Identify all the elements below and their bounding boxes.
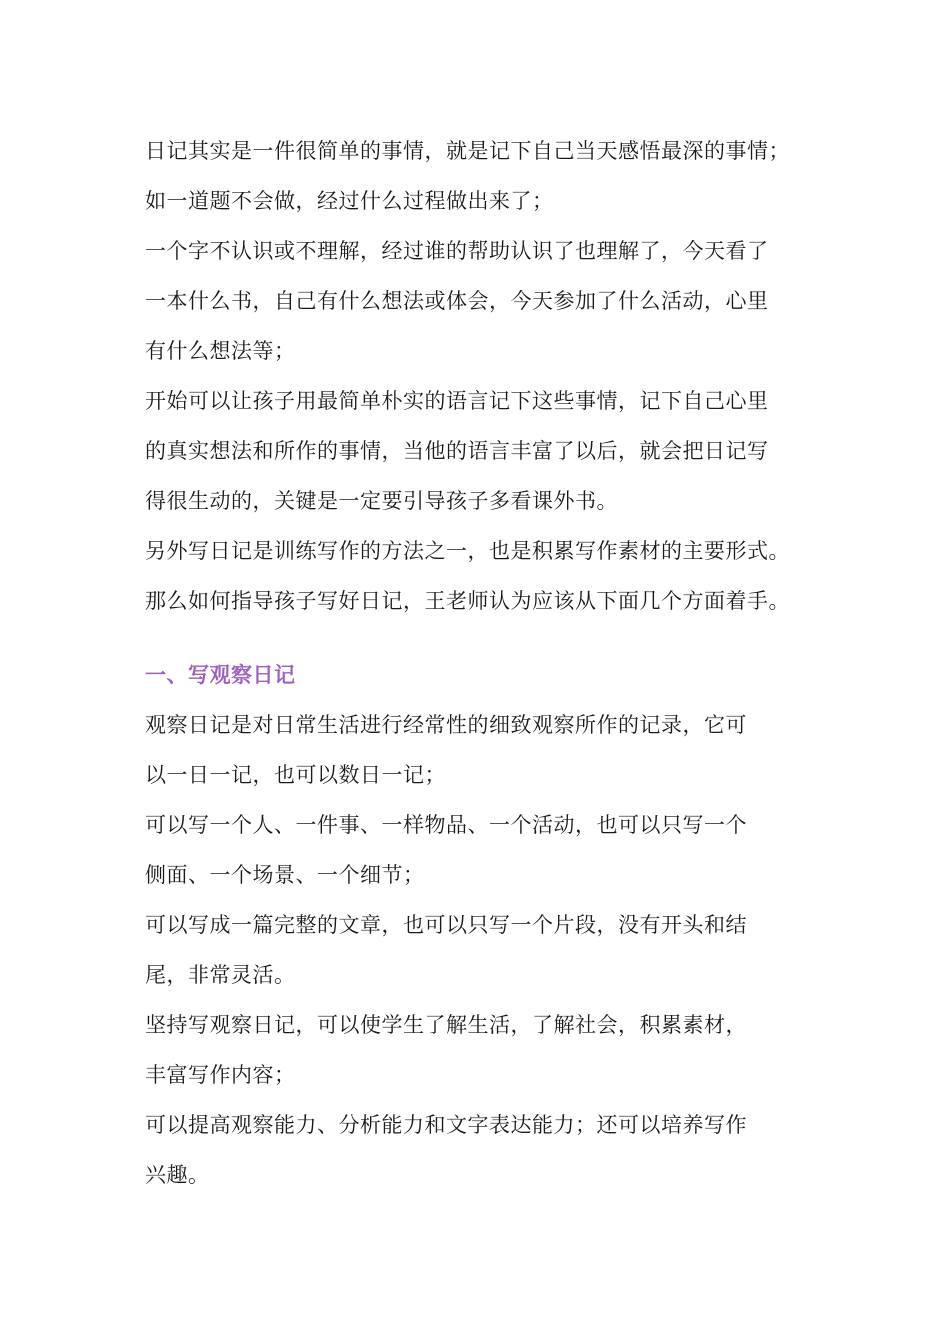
- section-line: 丰富写作内容；: [145, 1063, 296, 1087]
- intro-line: 一本什么书，自己有什么想法或体会，今天参加了什么活动，心里: [145, 289, 769, 313]
- section-line: 可以提高观察能力、分析能力和文字表达能力；还可以培养写作: [145, 1113, 747, 1137]
- section-line: 可以写一个人、一件事、一样物品、一个活动，也可以只写一个: [145, 813, 747, 837]
- intro-line: 得很生动的，关键是一定要引导孩子多看课外书。: [145, 489, 618, 513]
- section-line: 可以写成一篇完整的文章，也可以只写一个片段，没有开头和结: [145, 913, 747, 937]
- intro-line: 开始可以让孩子用最简单朴实的语言记下这些事情，记下自己心里: [145, 389, 769, 413]
- section-line: 侧面、一个场景、一个细节；: [145, 863, 425, 887]
- section-line: 尾，非常灵活。: [145, 963, 296, 987]
- section-line: 坚持写观察日记，可以使学生了解生活，了解社会，积累素材，: [145, 1013, 747, 1037]
- intro-line: 有什么想法等；: [145, 339, 296, 363]
- intro-line: 的真实想法和所作的事情，当他的语言丰富了以后，就会把日记写: [145, 439, 769, 463]
- section1-body: [145, 700, 825, 1200]
- section-line: 观察日记是对日常生活进行经常性的细致观察所作的记录，它可: [145, 713, 747, 737]
- intro-line: 如一道题不会做，经过什么过程做出来了；: [145, 189, 554, 213]
- section-line: 兴趣。: [145, 1163, 210, 1187]
- intro-section: [145, 126, 825, 626]
- section-heading: 一、写观察日记: [145, 663, 296, 687]
- intro-line: 另外写日记是训练写作的方法之一，也是积累写作素材的主要形式。: [145, 539, 790, 563]
- intro-line: 日记其实是一件很简单的事情，就是记下自己当天感悟最深的事情；: [145, 139, 790, 163]
- intro-line: 一个字不认识或不理解，经过谁的帮助认识了也理解了，今天看了: [145, 239, 769, 263]
- intro-line: 那么如何指导孩子写好日记，王老师认为应该从下面几个方面着手。: [145, 589, 790, 613]
- section-line: 以一日一记，也可以数日一记；: [145, 763, 446, 787]
- document-content: [145, 126, 825, 1200]
